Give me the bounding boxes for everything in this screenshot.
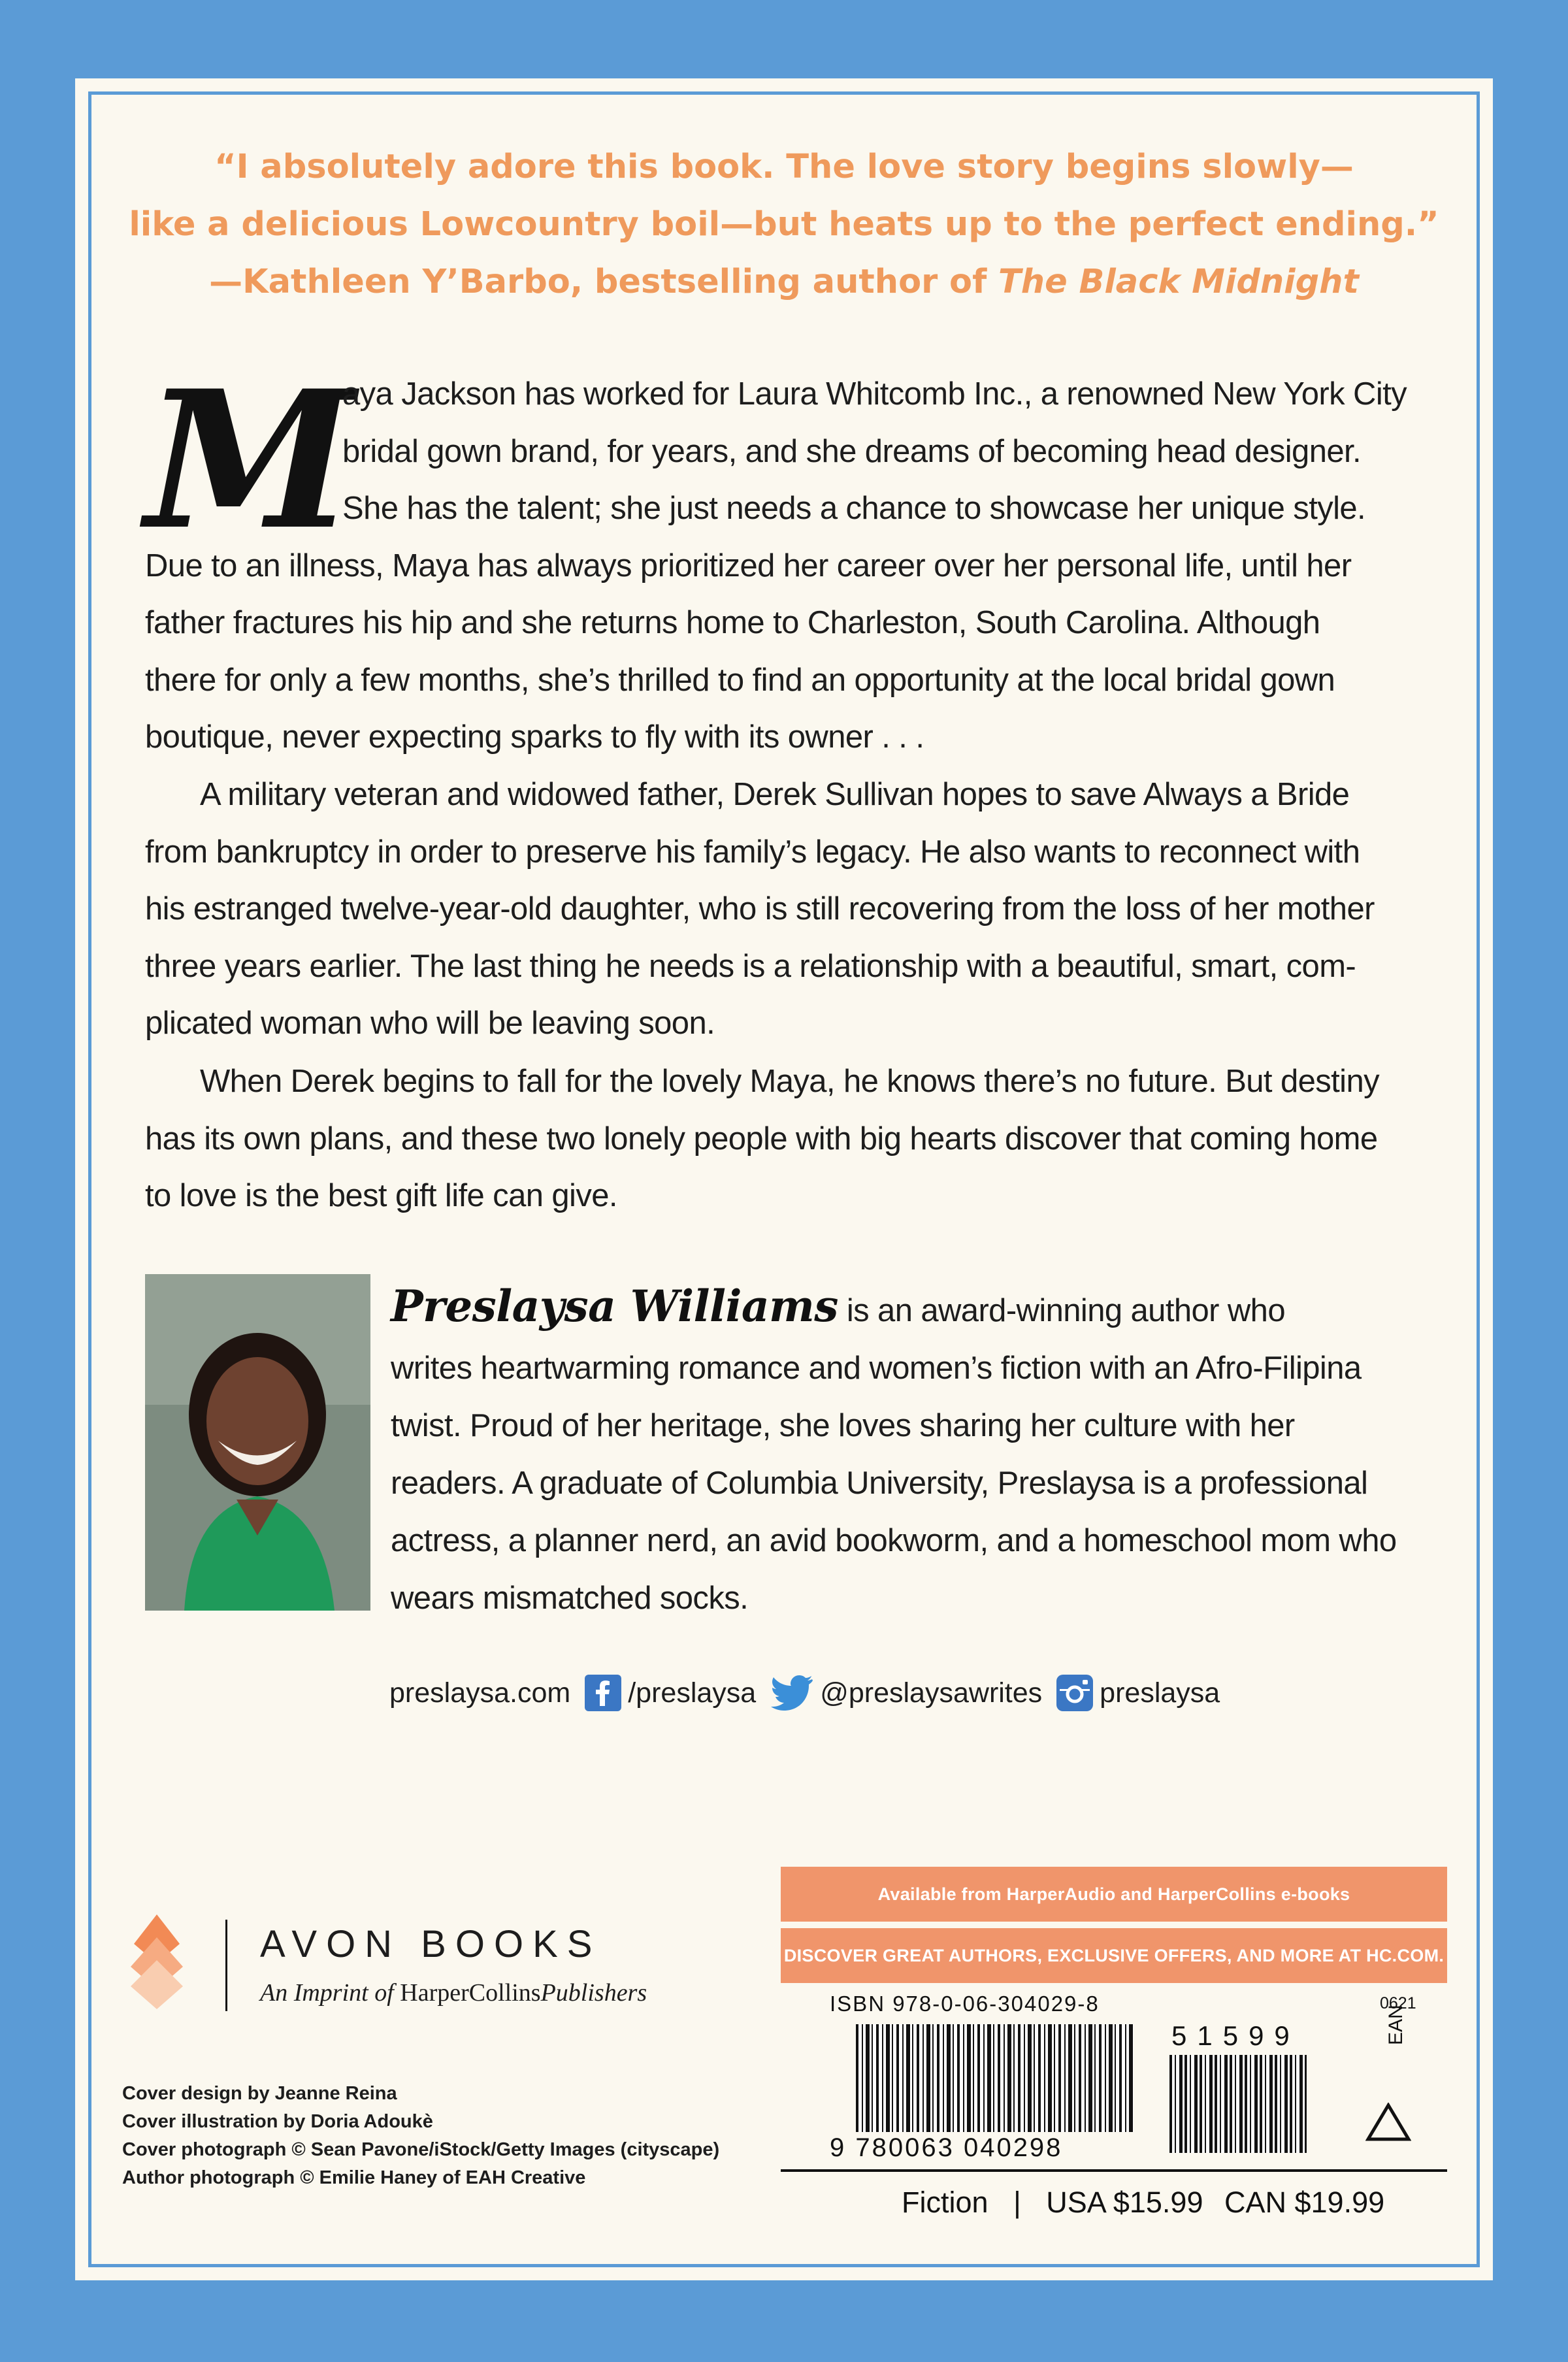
logo-divider: [225, 1920, 227, 2011]
credit-line: Cover photograph © Sean Pavone/iStock/Getty Images (cityscape): [122, 2139, 720, 2160]
synopsis-line: boutique, never expecting sparks to fly with its owner . . .: [145, 719, 924, 755]
author-bio: [391, 1277, 1420, 1627]
imprint-suffix: Publishers: [540, 1979, 647, 2007]
bio-line: is an award-winning author who: [838, 1293, 1285, 1328]
avon-flame-icon: [118, 1908, 196, 2012]
bio-line: readers. A graduate of Columbia University, Preslaysa is a professional: [391, 1466, 1368, 1501]
imprint-name: HarperCollins: [400, 1979, 541, 2007]
imprint-line: [260, 1978, 647, 2007]
synopsis-line: there for only a few months, she’s thrilled to find an opportunity at the local bridal gown: [145, 662, 1335, 698]
synopsis-paragraph-3: [145, 1053, 1419, 1225]
isbn-text: ISBN 978-0-06-304029-8: [830, 1992, 1100, 2016]
synopsis-paragraph-2: [145, 766, 1419, 1053]
cover-credits: [122, 2080, 719, 2192]
author-photo: [145, 1274, 370, 1611]
promo-banner: DISCOVER GREAT AUTHORS, EXCLUSIVE OFFERS, AND MORE AT HC.COM.: [781, 1928, 1447, 1983]
synopsis-line: bridal gown brand, for years, and she dreams of becoming head designer.: [342, 433, 1362, 469]
addon-digits: 51599: [1171, 2020, 1300, 2051]
facebook-handle[interactable]: /preslaysa: [628, 1677, 757, 1709]
synopsis-line: father fractures his hip and she returns home to Charleston, South Carolina. Although: [145, 605, 1320, 640]
attribution-book-title: The Black Midnight: [998, 263, 1359, 301]
bio-first-line: [391, 1277, 1420, 1339]
twitter-handle[interactable]: @preslaysawrites: [820, 1677, 1043, 1709]
isbn-barcode: [856, 2024, 1134, 2132]
usa-price: USA $15.99: [1046, 2186, 1203, 2219]
synopsis-line: to love is the best gift life can give.: [145, 1178, 617, 1213]
synopsis-line: his estranged twelve-year-old daughter, who is still recovering from the loss of her mother: [145, 891, 1375, 927]
bio-line: writes heartwarming romance and women’s fiction with an Afro-Filipina: [391, 1351, 1362, 1386]
synopsis-line: When Derek begins to fall for the lovely Maya, he knows there’s no future. But destiny: [200, 1064, 1380, 1099]
synopsis-line: A military veteran and widowed father, Derek Sullivan hopes to save Always a Bride: [200, 777, 1350, 812]
instagram-icon[interactable]: [1056, 1675, 1093, 1711]
credit-line: Author photograph © Emilie Haney of EAH Creative: [122, 2167, 586, 2188]
social-links: [389, 1670, 1220, 1716]
endorsement-attribution: [0, 254, 1568, 311]
eac-triangle-icon: [1365, 2103, 1411, 2142]
imprint-prefix: An Imprint of: [260, 1979, 400, 2007]
price-divider: [781, 2169, 1447, 2172]
synopsis-line: plicated woman who will be leaving soon.: [145, 1006, 715, 1041]
availability-banner: Available from HarperAudio and HarperCollins e-books: [781, 1867, 1447, 1922]
bio-line: twist. Proud of her heritage, she loves sharing her culture with her: [391, 1408, 1295, 1443]
drop-cap: M: [145, 350, 355, 572]
bio-line: actress, a planner nerd, an avid bookworm, and a homeschool mom who: [391, 1523, 1397, 1558]
genre: Fiction: [902, 2186, 988, 2219]
can-price: CAN $19.99: [1224, 2186, 1385, 2219]
ean-label: EAN: [1385, 2005, 1407, 2045]
instagram-handle[interactable]: preslaysa: [1100, 1677, 1220, 1709]
credit-line: Cover illustration by Doria Adoukè: [122, 2111, 433, 2132]
addon-barcode: [1169, 2055, 1307, 2153]
credit-line: Cover design by Jeanne Reina: [122, 2083, 397, 2104]
author-name: Preslaysa Williams: [391, 1281, 838, 1332]
price-separator: |: [1013, 2186, 1021, 2219]
synopsis-line: three years earlier. The last thing he needs is a relationship with a beautiful, smart, com-: [145, 948, 1356, 984]
synopsis-line: She has the talent; she just needs a chance to showcase her unique style.: [342, 491, 1366, 526]
twitter-icon[interactable]: [770, 1675, 813, 1711]
synopsis-line: aya Jackson has worked for Laura Whitcomb Inc., a renowned New York City: [342, 376, 1407, 412]
synopsis-paragraph-1: [145, 350, 1419, 766]
price-code: 0621: [1380, 1994, 1416, 2012]
synopsis-line: has its own plans, and these two lonely people with big hearts discover that coming home: [145, 1121, 1378, 1156]
website-link[interactable]: preslaysa.com: [389, 1677, 571, 1709]
synopsis-line: Due to an illness, Maya has always prioritized her career over her personal life, until her: [145, 548, 1352, 583]
facebook-icon[interactable]: [585, 1675, 621, 1711]
synopsis-line: from bankruptcy in order to preserve his family’s legacy. He also wants to reconnect with: [145, 834, 1360, 870]
endorsement-quote-line-2: like a delicious Lowcountry boil—but heats up to the perfect ending.”: [129, 205, 1439, 244]
price-line: [902, 2186, 1384, 2220]
publisher-name: AVON BOOKS: [260, 1923, 602, 1965]
attribution-text: —Kathleen Y’Barbo, bestselling author of: [209, 263, 999, 301]
bio-line: wears mismatched socks.: [391, 1581, 749, 1616]
endorsement-quote-line-1: “I absolutely adore this book. The love story begins slowly—: [214, 148, 1354, 186]
ean-digits: 9 780063 040298: [830, 2133, 1063, 2162]
